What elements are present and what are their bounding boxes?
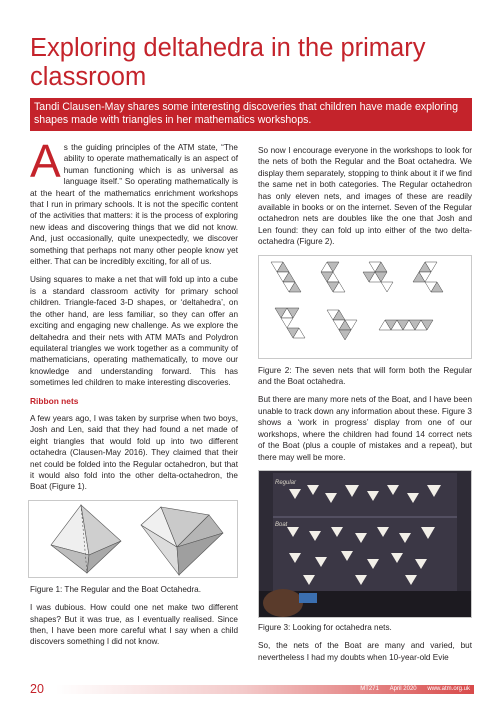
paragraph-squares: Using squares to make a net that will fold up into a cube is a standard classroom activity for primary school children. Triangle-faced 3-D shapes, or ‘deltahedra’, on the other hand, are less familiar, so they can offer an exciting and engaging new challenge. As we explore the deltahedra and their nets with ATM MATs and Polydron equilateral triangles we work together as a community of mathematicians, operating mathematically, to move our knowledge and understanding forward. This has sometimes led children to make interesting discoveries. <box>30 275 238 388</box>
page-number: 20 <box>30 682 44 696</box>
octahedron-nets-illustration <box>259 256 471 358</box>
date-label: April 2020 <box>389 686 417 692</box>
paragraph-encourage: So now I encourage everyone in the workshops to look for the nets of both the Regular and the Boat octahedra. We display them separately, stopping to think about it if we find the same net in both categories. The Regular octahedron has only eleven nets, and images of these are readily available in books or on the internet. Seven of the Regular octahedron nets are doubles like the one that Josh and Len found: they can fold up into either of the two delta-octahedra (Figure 2). <box>258 146 472 247</box>
figure-2-nets <box>258 255 472 359</box>
paragraph-many-nets: But there are many more nets of the Boat, and I have been unable to track down any information about these. Figure 3 shows a ‘work in progress’ display from one of our workshops, where the children had found 14 correct nets of the Boat (plus a couple of mistakes and a repeat), but there may well be more. <box>258 395 472 462</box>
subheading-ribbon-nets: Ribbon nets <box>30 395 79 406</box>
issue-label: MT271 <box>360 686 379 692</box>
column-right <box>258 145 472 670</box>
figure-1-caption: Figure 1: The Regular and the Boat Octahedra. <box>30 584 201 594</box>
article-title: Exploring deltahedra in the primary classroom <box>30 34 426 91</box>
figure-3-photo <box>258 470 472 618</box>
footer-meta <box>351 684 470 694</box>
intro-text: s the guiding principles of the ATM state, “The ability to operate mathematically is an aspect of human functioning which is as universal as language itself.” So operating mathematically is at the heart of the mathematics enrichment workshops that I run in primary schools. It is not the specific content of the activities that matters: it is the process of exploring new ideas and discovering things that we did not know. And, just occasionally, quite unexpectedly, we discover something that perhaps not many other people know yet either. That can be incredibly exciting, for all of us. <box>30 143 238 267</box>
figure-3-caption: Figure 3: Looking for octahedra nets. <box>258 622 392 632</box>
paragraph-evie: So, the nets of the Boat are many and varied, but nevertheless I had my doubts when 10-year-old Evie <box>258 641 472 662</box>
octahedra-illustration <box>29 501 237 577</box>
boat-label: Boat <box>275 521 288 528</box>
column-left <box>30 135 238 655</box>
paragraph-josh-len: A few years ago, I was taken by surprise when two boys, Josh and Len, said that they had found a net made of eight triangles that would fold up into two different octahedra (Clausen-May 2016). They claimed that their net could be folded into the Regular octahedron, but that it would also fold into the other delta-octahedron, the Boat (Figure 1). <box>30 413 238 492</box>
display-board-illustration <box>259 471 471 617</box>
classroom-display-photo <box>259 471 471 617</box>
regular-label: Regular <box>275 479 297 486</box>
website-link[interactable]: www.atm.org.uk <box>427 686 470 692</box>
figure-2-caption: Figure 2: The seven nets that will form both the Regular and the Boat octahedra. <box>258 365 472 387</box>
drop-cap: A <box>30 135 61 187</box>
standfirst-banner: Tandi Clausen-May shares some interesting discoveries that children have made exploring shapes made with triangles in her mathematics workshops. <box>30 98 472 131</box>
paragraph-dubious: I was dubious. How could one net make two different shapes? But it was true, as I eventually realised. Since then, I have been more careful what I say when a child discovers something I did not know. <box>30 603 238 647</box>
page-footer <box>0 681 500 697</box>
figure-1-octahedra <box>28 500 238 578</box>
intro-paragraph <box>30 135 238 267</box>
